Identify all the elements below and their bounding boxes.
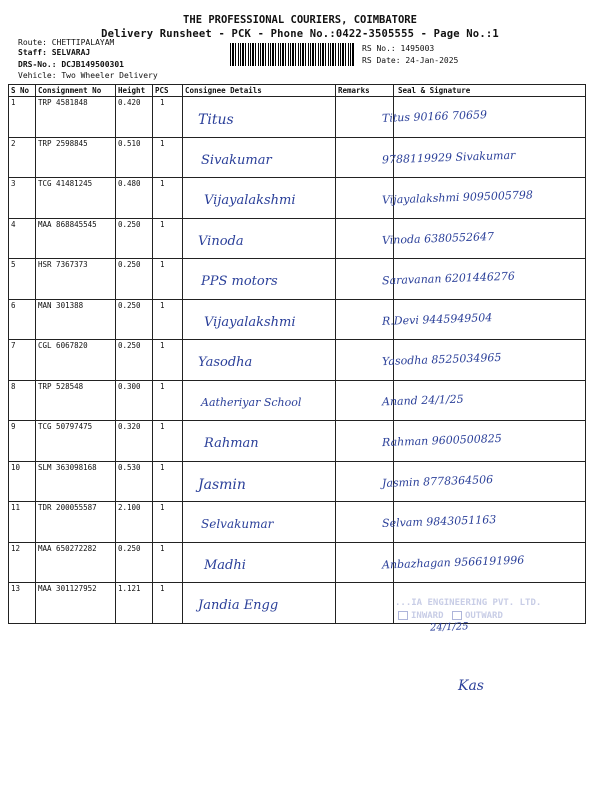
drs-number: DRS-No.: DCJB149500301	[18, 60, 124, 69]
row-consignment-no: TRP 2598845	[38, 138, 88, 148]
seal-signature: 9788119929 Sivakumar	[381, 148, 516, 166]
row-height: 0.530	[118, 462, 141, 472]
col-sno: S No	[11, 86, 30, 95]
consignee-handwriting: Jandia Engg	[198, 598, 279, 613]
seal-signature: Vinoda 6380552647	[381, 229, 495, 247]
row-pcs: 1	[160, 260, 165, 269]
consignee-handwriting: Selvakumar	[201, 517, 274, 531]
row-pcs: 1	[160, 138, 165, 148]
seal-signature: Anand 24/1/25	[381, 392, 464, 408]
row-sno: 12	[11, 543, 21, 553]
row-consignment-no: MAA 650272282	[38, 543, 97, 553]
consignee-handwriting: Aatheriyar School	[201, 395, 302, 409]
staff-label: Staff: SELVARAJ	[18, 48, 91, 57]
row-pcs: 1	[160, 341, 165, 350]
row-sno: 1	[11, 98, 16, 107]
vehicle-label: Vehicle: Two Wheeler Delivery	[18, 71, 158, 80]
col-height: Height	[118, 86, 146, 95]
seal-signature: Titus 90166 70659	[381, 108, 488, 125]
row-pcs: 1	[160, 422, 165, 431]
seal-signature: R.Devi 9445949504	[381, 310, 493, 328]
row-consignment-no: TCG 50797475	[38, 422, 93, 431]
col-seal: Seal & Signature	[398, 86, 471, 95]
row-consignment-no: TRP 528548	[38, 381, 84, 391]
consignee-handwriting: Rahman	[204, 436, 259, 451]
seal-signature: Jasmin 8778364506	[381, 472, 494, 490]
row-pcs: 1	[160, 179, 165, 188]
row-consignment-no: SLM 363098168	[38, 462, 97, 472]
row-pcs: 1	[160, 503, 165, 512]
consignee-handwriting: Titus	[198, 112, 234, 128]
footer-signature: Kas	[458, 678, 484, 694]
runsheet-subtitle: Delivery Runsheet - PCK - Phone No.:0422-3505555 - Page No.:1	[101, 28, 499, 40]
row-height: 0.320	[118, 422, 141, 431]
row-sno: 7	[11, 341, 16, 350]
row-sno: 5	[11, 260, 16, 269]
row-height: 0.250	[118, 300, 141, 310]
row-consignment-no: MAA 868845545	[38, 219, 97, 229]
barcode	[230, 43, 355, 66]
row-consignment-no: TCG 41481245	[38, 179, 93, 188]
consignee-handwriting: Jasmin	[198, 476, 246, 493]
row-sno: 8	[11, 381, 16, 391]
seal-signature: Yasodha 8525034965	[381, 350, 502, 369]
row-sno: 4	[11, 219, 16, 229]
seal-signature: 24/1/25	[429, 621, 469, 634]
row-consignment-no: HSR 7367373	[38, 260, 88, 269]
row-height: 0.250	[118, 260, 141, 269]
col-consignment: Consignment No	[38, 86, 102, 95]
row-sno: 10	[11, 462, 21, 472]
col-pcs: PCS	[155, 86, 169, 95]
row-height: 0.420	[118, 98, 141, 107]
row-consignment-no: CGL 6067820	[38, 341, 88, 350]
row-pcs: 1	[160, 381, 165, 391]
row-height: 0.250	[118, 543, 141, 553]
row-sno: 9	[11, 422, 16, 431]
row-pcs: 1	[160, 300, 165, 310]
row-sno: 2	[11, 138, 16, 148]
row-pcs: 1	[160, 543, 165, 553]
consignee-handwriting: Vinodа	[198, 233, 244, 249]
row-consignment-no: MAN 301388	[38, 300, 84, 310]
seal-signature: Saravanan 6201446276	[381, 269, 516, 288]
rs-date: RS Date: 24-Jan-2025	[362, 56, 459, 65]
row-consignment-no: TRP 4581848	[38, 98, 88, 107]
row-height: 1.121	[118, 584, 141, 593]
row-consignment-no: TDR 200055587	[38, 503, 97, 512]
seal-signature: Rahman 9600500825	[381, 431, 502, 450]
stamp-outward: OUTWARD	[464, 611, 503, 621]
row-height: 0.510	[118, 138, 141, 148]
row-pcs: 1	[160, 462, 165, 472]
consignee-handwriting: PPS motors	[201, 274, 278, 289]
company-stamp	[395, 598, 580, 621]
col-remarks: Remarks	[338, 86, 370, 95]
row-sno: 13	[11, 584, 21, 593]
seal-signature: Selvam 9843051163	[381, 513, 497, 530]
row-pcs: 1	[160, 219, 165, 229]
row-sno: 3	[11, 179, 16, 188]
consignee-handwriting: Sivakumar	[201, 152, 272, 168]
col-consignee: Consignee Details	[185, 86, 262, 95]
row-pcs: 1	[160, 98, 165, 107]
row-height: 0.250	[118, 341, 141, 350]
row-pcs: 1	[160, 584, 165, 593]
seal-signature: Vijayalakshmi 9095005798	[381, 188, 534, 207]
consignee-handwriting: Madhi	[204, 557, 246, 573]
consignee-handwriting: Yasodha	[198, 355, 253, 370]
consignee-handwriting: Vijayalakshmi	[204, 193, 296, 208]
rs-number: RS No.: 1495003	[362, 44, 435, 53]
row-consignment-no: MAA 301127952	[38, 584, 97, 593]
stamp-company: ...IA ENGINEERING PVT. LTD.	[395, 598, 542, 608]
route-label: Route: CHETTIPALAYAM	[18, 38, 115, 47]
seal-signature: Anbazhagan 9566191996	[381, 553, 525, 571]
row-height: 0.480	[118, 179, 141, 188]
row-sno: 11	[11, 503, 21, 512]
document-title: THE PROFESSIONAL COURIERS, COIMBATORE	[183, 14, 417, 26]
stamp-inward: INWARD	[411, 611, 444, 621]
consignee-handwriting: Vijayalakshmi	[204, 314, 296, 330]
row-sno: 6	[11, 300, 16, 310]
row-height: 2.100	[118, 503, 141, 512]
row-height: 0.300	[118, 381, 141, 391]
row-height: 0.250	[118, 219, 141, 229]
